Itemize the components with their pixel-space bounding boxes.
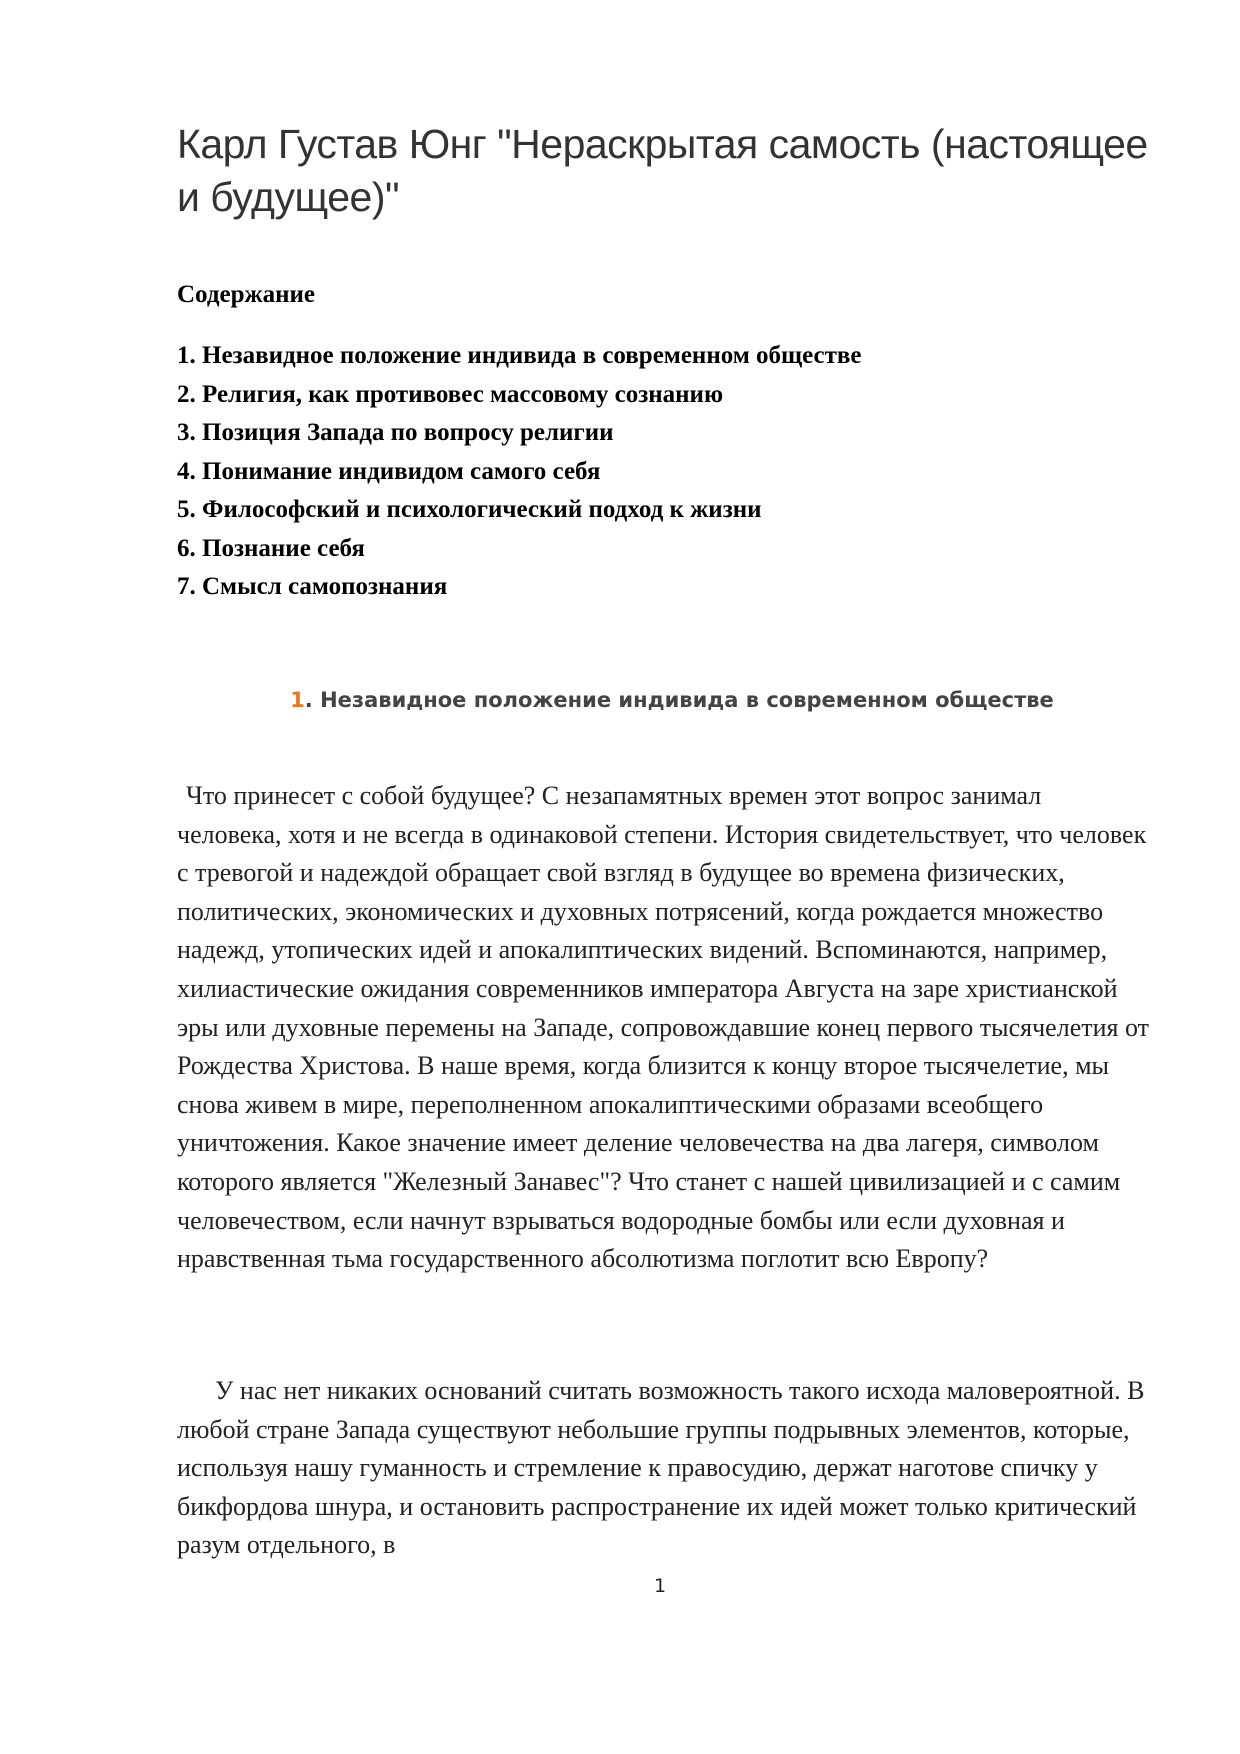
toc-item-7: 7. Смысл самопознания bbox=[177, 573, 448, 600]
document-title: Карл Густав Юнг "Нераскрытая самость (настоящее и будущее)" bbox=[177, 121, 1148, 220]
toc-item-4: 4. Понимание индивидом самого себя bbox=[177, 457, 601, 485]
toc-item-3: 3. Позиция Запада по вопросу религии bbox=[177, 419, 614, 446]
body-paragraph-2: У нас нет никаких оснований считать возможность такого исхода маловероятной. В любой стране Запада существуют небольшие группы подрывных элементов, которые, используя нашу гуманность и стремление к правосудию, держат наготове спичку у бикфордова шнура, и остановить распространение их идей может только критический разум отдельного, в bbox=[177, 1376, 1145, 1560]
section-number: 1 bbox=[290, 688, 305, 712]
toc-item-5: 5. Философский и психологический подход к жизни bbox=[177, 496, 762, 523]
toc-item-6: 6. Познание себя bbox=[177, 534, 365, 562]
section-title: . Незавидное положение индивида в современном обществе bbox=[304, 688, 1054, 712]
table-of-contents bbox=[177, 337, 1137, 607]
toc-item-2: 2. Религия, как противовес массовому сознанию bbox=[177, 380, 724, 408]
toc-item-1: 1. Незавидное положение индивида в современном обществе bbox=[177, 342, 862, 369]
toc-heading: Содержание bbox=[177, 281, 316, 308]
page-number: 1 bbox=[653, 1575, 667, 1597]
section-heading bbox=[177, 686, 1167, 714]
body-paragraph-1: Что принесет с собой будущее? С незапамятных времен этот вопрос занимал человека, хотя и не всегда в одинаковой степени. История свидетельствует, что человек с тревогой и надеждой обращает свой взгляд в будущее во времена физических, политических, экономических и духовных потрясений, когда рождается множество надежд, утопических идей и апокалиптических видений. Вспоминаются, например, хилиастические ожидания современников императора Августа на заре христианской эры или духовные перемены на Западе, сопровождавшие конец первого тысячелетия от Рождества Христова. В наше время, когда близится к концу второе тысячелетие, мы снова живем в мире, переполненном апокалиптическими образами всеобщего уничтожения. Какое значение имеет деление человечества на два лагеря, символом которого является "Железный Занавес"? Что станет с нашей цивилизацией и с самим человечеством, если начнут взрываться водородные бомбы или если духовная и нравственная тьма государственного абсолютизма поглотит всю Европу? bbox=[177, 781, 1149, 1274]
